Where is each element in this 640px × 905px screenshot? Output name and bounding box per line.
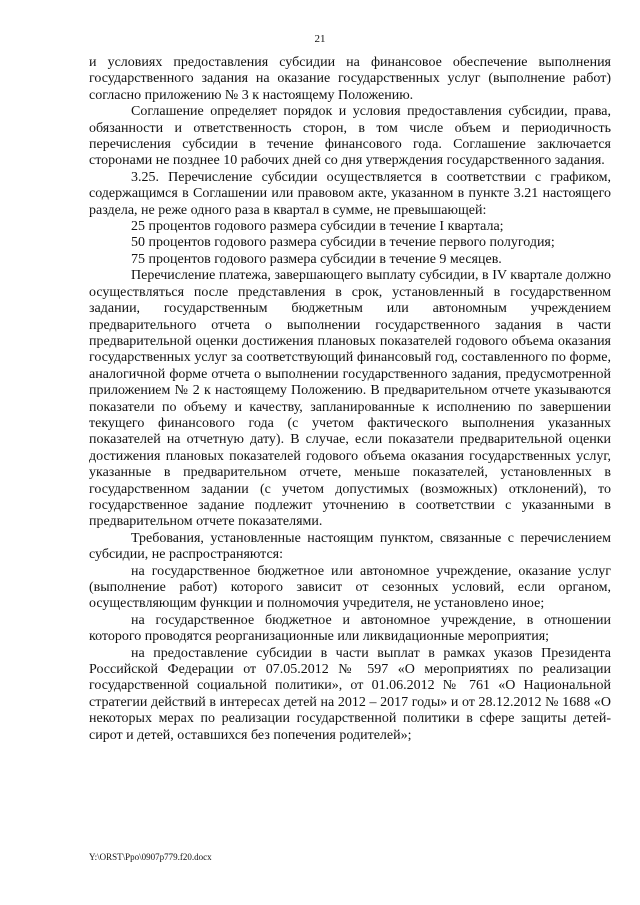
document-body <box>89 55 611 744</box>
paragraph: Требования, установленные настоящим пунктом, связанные с перечислением субсидии, не распространяются: <box>89 530 611 563</box>
paragraph: 75 процентов годового размера субсидии в течение 9 месяцев. <box>131 251 502 267</box>
paragraph: 3.25. Перечисление субсидии осуществляется в соответствии с графиком, содержащимся в Соглашении или правовом акте, указанном в пункте 3.21 настоящего раздела, не реже одного раза в квартал в сумме, не превышающей: <box>89 169 611 218</box>
paragraph: на предоставление субсидии в части выплат в рамках указов Президента Российской Федерации от 07.05.2012 № 597 «О мероприятиях по реализации государственной социальной политики», от 01.06.2012 № 761 «О Национальной стратегии действий в интересах детей на 2012 – 2017 годы» и от 28.12.2012 № 1688 «О некоторых мерах по реализации государственной политики в сфере защиты детей-сирот и детей, оставшихся без попечения родителей»; <box>89 645 611 743</box>
paragraph: Перечисление платежа, завершающего выплату субсидии, в IV квартале должно осуществляться после представления в срок, установленный в государственном задании, государственным бюджетным или автономным учреждением предварительного отчета о выполнении государственного задания в части предварительной оценки достижения плановых показателей годового объема оказания государственных услуг за соответствующий финансовый год, составленного по форме, аналогичной форме отчета о выполнении государственного задания, предусмотренной приложением № 2 к настоящему Положению. В предварительном отчете указываются показатели по объему и качеству, запланированные к исполнению по завершении текущего финансового года (с учетом фактического выполнения указанных показателей на отчетную дату). В случае, если показатели предварительной оценки достижения плановых показателей годового объема оказания государственных услуг, указанные в предварительном отчете, меньше показателей, установленных в государственном задании (с учетом допустимых (возможных) отклонений), то государственное задание подлежит уточнению в соответствии с указанными в предварительном отчете показателями. <box>89 268 611 530</box>
page-number: 21 <box>314 33 326 45</box>
paragraph: и условиях предоставления субсидии на финансовое обеспечение выполнения государственного задания на оказание государственных услуг (выполнение работ) согласно приложению № 3 к настоящему Положению. <box>89 55 611 103</box>
paragraph: на государственное бюджетное и автономное учреждение, в отношении которого проводятся реорганизационные или ликвидационные мероприятия; <box>89 612 611 645</box>
file-path-footer: Y:\ORST\Ppo\0907p779.f20.docx <box>89 852 212 862</box>
paragraph: на государственное бюджетное или автономное учреждение, оказание услуг (выполнение работ) которого зависит от сезонных условий, если органом, осуществляющим функции и полномочия учредителя, не установлено иное; <box>89 563 611 612</box>
paragraph: 50 процентов годового размера субсидии в течение первого полугодия; <box>131 235 555 251</box>
paragraph: Соглашение определяет порядок и условия предоставления субсидии, права, обязанности и ответственность сторон, в том числе объем и периодичность перечисления субсидии в течение финансового года. Соглашение заключается сторонами не позднее 10 рабочих дней со дня утверждения государственного задания. <box>89 104 611 169</box>
paragraph: 25 процентов годового размера субсидии в течение I квартала; <box>131 219 504 235</box>
